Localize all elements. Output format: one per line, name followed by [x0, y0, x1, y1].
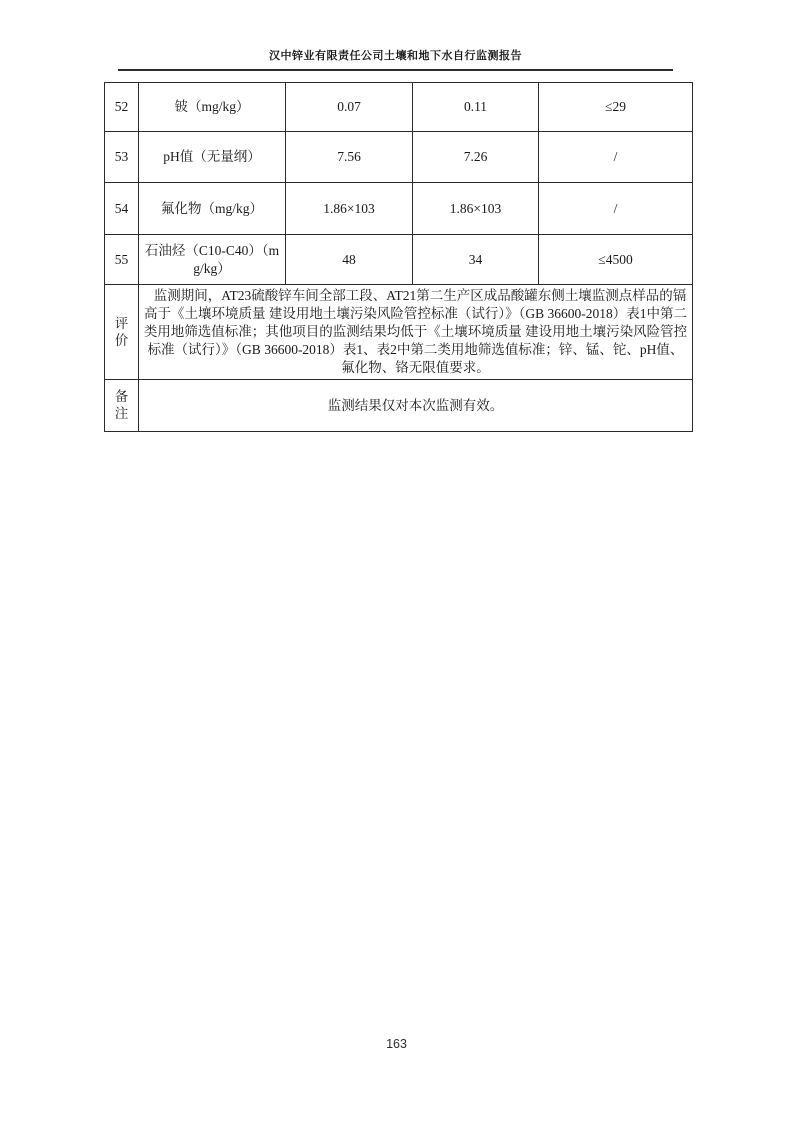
table-row: [105, 183, 693, 235]
item-name: 石油烃（C10-C40）（mg/kg）: [139, 235, 286, 285]
item-name: 铍（mg/kg）: [139, 83, 286, 132]
row-number: 55: [105, 235, 139, 285]
result-value-1: 1.86×103: [286, 183, 413, 235]
table-row: [105, 132, 693, 183]
row-number: 52: [105, 83, 139, 132]
item-name: pH值（无量纲）: [139, 132, 286, 183]
limit-value: ≤4500: [539, 235, 693, 285]
remark-text: 监测结果仅对本次监测有效。: [139, 380, 693, 432]
evaluation-label-cell: [105, 285, 139, 380]
page-number: 163: [386, 1037, 407, 1051]
row-number: 53: [105, 132, 139, 183]
result-value-2: 1.86×103: [413, 183, 539, 235]
row-number: 54: [105, 183, 139, 235]
result-value-1: 0.07: [286, 83, 413, 132]
evaluation-label: 评价: [114, 315, 129, 348]
remark-label: 备注: [114, 389, 129, 421]
limit-value: ≤29: [539, 83, 693, 132]
result-value-2: 34: [413, 235, 539, 285]
result-value-2: 0.11: [413, 83, 539, 132]
limit-value: /: [539, 132, 693, 183]
item-name: 氟化物（mg/kg）: [139, 183, 286, 235]
limit-value: /: [539, 183, 693, 235]
report-title: 汉中锌业有限责任公司土壤和地下水自行监测报告: [269, 50, 522, 62]
remark-label-cell: [105, 380, 139, 432]
table-row: [105, 235, 693, 285]
evaluation-text: 监测期间，AT23硫酸锌车间全部工段、AT21第二生产区成品酸罐东侧土壤监测点样品的镉高于《土壤环境质量 建设用地土壤污染风险管控标准（试行）》（GB 36600-2018）表1中第二类用地筛选值标准；其他项目的监测结果均低于《土壤环境质量 建设用地土壤污染风险管控标准（试行）》（GB 36600-2018）表1、表2中第二类用地筛选值标准；锌、锰、铊、pH值、氟化物、铬无限值要求。: [139, 285, 693, 380]
remark-row: [105, 380, 693, 432]
result-value-1: 7.56: [286, 132, 413, 183]
page-header: [118, 49, 673, 71]
table-row: [105, 83, 693, 132]
evaluation-row: [105, 285, 693, 380]
result-value-2: 7.26: [413, 132, 539, 183]
monitoring-results-table: [104, 82, 693, 432]
result-value-1: 48: [286, 235, 413, 285]
